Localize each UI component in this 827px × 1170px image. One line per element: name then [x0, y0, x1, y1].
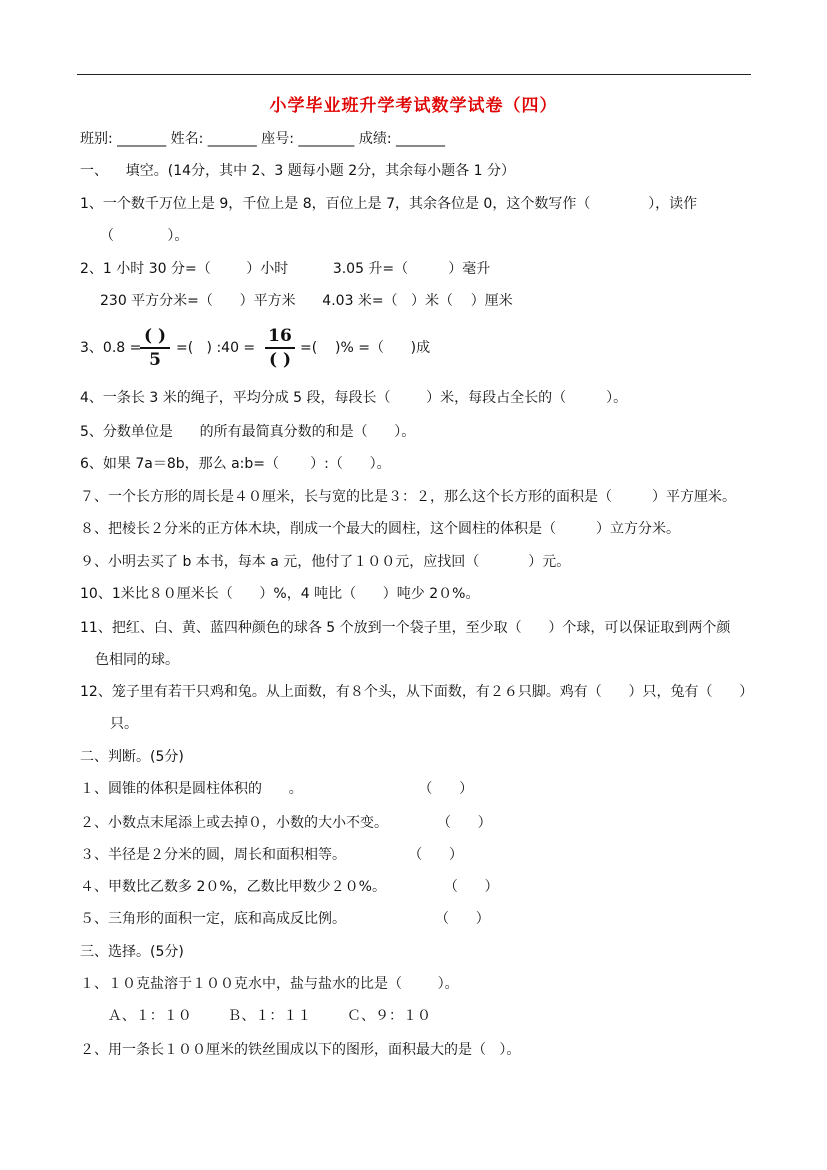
question-3-middle: =( ) :40 = — [176, 340, 256, 356]
question-11-line1: 11、把红、白、黄、蓝四种颜色的球各 5 个放到一个袋子里，至少取（ ）个球，可以保证取到两个颜 — [80, 620, 731, 636]
question-8: ８、把棱长２分米的正方体木块，削成一个最大的圆柱，这个圆柱的体积是（ ）立方分米。 — [80, 521, 681, 537]
fraction-2-bar — [265, 347, 295, 349]
fraction-2-denominator: ( ) — [268, 350, 291, 370]
question-2-line1: 2、1 小时 30 分=（ ）小时 3.05 升=（ ）毫升 — [80, 261, 491, 277]
question-12-line1: 12、笼子里有若干只鸡和兔。从上面数，有８个头，从下面数，有２６只脚。鸡有（ ）只，兔有（ ） — [80, 684, 754, 700]
header-info: 班别: _______ 姓名: _______ 座号: ________ 成绩: _______ — [80, 131, 446, 147]
choice-1: １、１０克盐溶于１００克水中，盐与盐水的比是（ ）。 — [80, 976, 459, 992]
question-3-prefix: 3、0.8 = — [80, 340, 142, 356]
question-7: ７、一个长方形的周长是４０厘米，长与宽的比是３：２，那么这个长方形的面积是（ ）平方厘米。 — [80, 489, 737, 505]
fraction-1-numerator: ( ) — [143, 326, 166, 346]
fraction-2 — [265, 326, 295, 370]
question-1-line1: 1、一个数千万位上是 9，千位上是 8，百位上是 7，其余各位是 0，这个数写作（ ），读作 — [80, 196, 698, 212]
choice-2: ２、用一条长１００厘米的铁丝围成以下的图形，面积最大的是（ ）。 — [80, 1042, 521, 1058]
question-11-line2: 色相同的球。 — [95, 652, 179, 668]
judgement-2: ２、小数点末尾添上或去掉０，小数的大小不变。 （ ） — [80, 815, 492, 831]
page-title: 小学毕业班升学考试数学试卷（四） — [269, 96, 558, 116]
fraction-1-bar — [140, 347, 170, 349]
choice-1-options: Ａ、１：１０ Ｂ、１：１１ Ｃ、９：１０ — [90, 1008, 432, 1024]
judgement-5: ５、三角形的面积一定，底和高成反比例。 （ ） — [80, 911, 490, 927]
top-rule — [77, 74, 751, 75]
judgement-3: ３、半径是２分米的圆，周长和面积相等。 （ ） — [80, 847, 464, 863]
question-9: ９、小明去买了 b 本书，每本 a 元，他付了１００元，应找回（ ）元。 — [80, 554, 571, 570]
judgement-1: １、圆锥的体积是圆柱体积的 。 （ ） — [80, 781, 474, 797]
question-12-line2: 只。 — [110, 716, 138, 732]
question-6: 6、如果 7a＝8b，那么 a:b=（ ）:（ ）。 — [80, 456, 391, 472]
section1-heading: 一、 填空。(14分，其中 2、3 题每小题 2分，其余每小题各 1 分） — [80, 163, 515, 179]
question-10: 10、1米比８０厘米长（ ）%，4 吨比（ ）吨少 2０%。 — [80, 586, 480, 602]
fraction-2-numerator: 16 — [268, 326, 292, 346]
fraction-1-denominator: 5 — [149, 350, 161, 370]
question-2-line2: 230 平方分米=（ ）平方米 4.03 米=（ ）米（ ）厘米 — [100, 293, 513, 309]
question-3-suffix: =( )% =（ )成 — [300, 340, 431, 356]
section2-heading: 二、判断。(5分) — [80, 749, 184, 765]
question-1-line2: （ ）。 — [100, 228, 189, 244]
fraction-1 — [140, 326, 170, 370]
question-5: 5、分数单位是 的所有最简真分数的和是（ ）。 — [80, 424, 416, 440]
question-4: 4、一条长 3 米的绳子，平均分成 5 段，每段长（ ）米，每段占全长的（ ）。 — [80, 390, 628, 406]
section3-heading: 三、选择。(5分) — [80, 944, 184, 960]
judgement-4: ４、甲数比乙数多 2０%，乙数比甲数少２０%。 （ ） — [80, 879, 499, 895]
